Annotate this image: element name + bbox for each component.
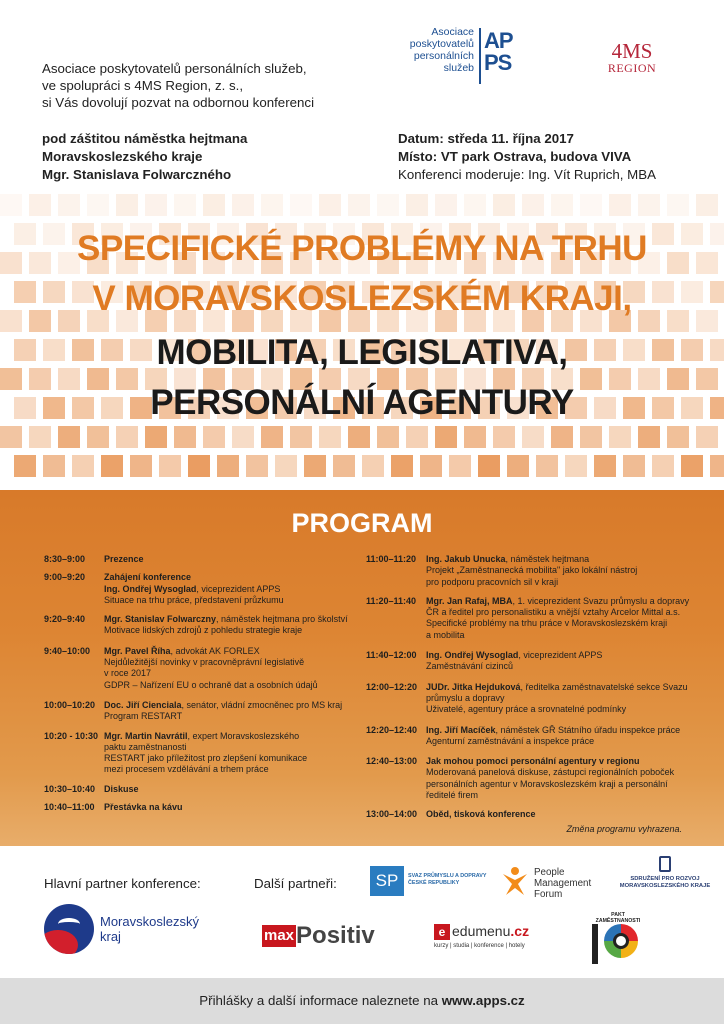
program-line: Ing. Jakub Unucka, náměstek hejtmana [426, 554, 590, 564]
title-line: V MORAVSKOSLEZSKÉM KRAJI, [92, 279, 632, 318]
pm-logo-line: People [534, 867, 565, 878]
patronage-text [42, 130, 372, 184]
apps-logo-line: Asociace [431, 26, 474, 38]
4ms-logo-big: 4MS [611, 39, 653, 63]
program-line: Doc. Jiří Cienciala, senátor, vládní zmocněnec pro MS kraj [104, 699, 343, 710]
program-item [44, 784, 354, 795]
program-line: Nejdůležitější novinky v pracovněprávní legislativě [104, 657, 305, 668]
program-description [104, 700, 354, 723]
program-item [44, 700, 354, 723]
program-line: ČR a ředitel pro personalistiku a vnější vztahy Arcelor Mittal a.s. [426, 607, 681, 618]
maxpositiv-positiv: Positiv [296, 922, 375, 949]
program-time: 11:20–11:40 [366, 595, 417, 606]
patron-line: Mgr. Stanislava Folwarczného [42, 167, 232, 182]
program-line: Jak mohou pomoci personální agentury v regionu [426, 756, 640, 767]
program-line: Zaměstnávání cizinců [426, 661, 514, 672]
event-moderator [398, 166, 718, 184]
title-line: PERSONÁLNÍ AGENTURY [150, 383, 574, 422]
program-line: Situace na trhu práce, představení průzkumu [104, 594, 284, 605]
svaz-prumyslu-logo [370, 866, 488, 896]
program-time: 9:40–10:00 [44, 645, 91, 656]
title-orange [0, 224, 724, 324]
apps-logo [392, 26, 512, 90]
program-description [104, 646, 354, 691]
other-partners-label: Další partneři: [254, 876, 337, 891]
sdruzeni-logo-line: MORAVSKOSLEZSKÉHO KRAJE [619, 883, 711, 889]
program-line: Přestávka na kávu [104, 802, 183, 813]
event-details [398, 130, 718, 184]
moravskoslezsky-kraj-logo [44, 902, 214, 956]
program-description [104, 614, 354, 637]
program-line: Ing. Ondřej Wysoglad, viceprezident APPS [104, 583, 281, 594]
moderator-value: Ing. Vít Ruprich, MBA [528, 167, 656, 182]
program-line: Mgr. Pavel Říha, advokát AK FORLEX [104, 645, 260, 656]
pm-logo-line: Management [534, 878, 592, 889]
maxpositiv-max: max [262, 925, 296, 947]
program-line: Diskuse [104, 783, 139, 794]
title-line: MOBILITA, LEGISLATIVA, [156, 333, 568, 372]
sdruzeni-logo-line: SDRUŽENÍ PRO ROZVOJ [630, 876, 700, 882]
program-line: mezi procesem vzdělávání a trhem práce [104, 764, 269, 775]
intro-line: si Vás dovolují pozvat na odbornou konferenci [42, 95, 315, 110]
pakt-ring-icon [604, 924, 638, 958]
partners-section [0, 846, 724, 978]
program-item [44, 646, 354, 691]
event-place [398, 148, 718, 166]
event-date [398, 130, 718, 148]
program-line: Program RESTART [104, 711, 183, 722]
program-time: 12:00–12:20 [366, 681, 418, 692]
moderator-label: Konferenci moderuje: [398, 167, 525, 182]
title-black [0, 328, 724, 428]
program-line: Oběd, tisková konference [426, 809, 536, 820]
program-heading: PROGRAM [291, 508, 433, 538]
program-time: 13:00–14:00 [366, 809, 418, 820]
edumenu-tld: .cz [510, 923, 530, 939]
4ms-logo-small: REGION [607, 61, 657, 75]
program-item [366, 650, 690, 673]
apps-mark-line: PS [484, 50, 512, 75]
apps-logo-line: služeb [443, 62, 474, 74]
date-value: středa 11. října 2017 [447, 131, 574, 146]
edumenu-name: edumenu [452, 923, 511, 939]
apps-logo-line: personálních [413, 50, 474, 62]
program-item [366, 809, 690, 820]
place-label: Místo: [398, 149, 438, 164]
apps-logo-bar [479, 28, 481, 84]
patron-line: pod záštitou náměstka hejtmana [42, 131, 248, 146]
4ms-region-logo [592, 40, 672, 75]
intro-line: Asociace poskytovatelů personálních služeb, [42, 61, 307, 76]
edumenu-subtitle: kurzy | studia | konference | hotely [434, 943, 525, 949]
program-description [426, 756, 690, 801]
program-line: Projekt „Zaměstnanecká mobilita" jako lokální nástroj [426, 565, 638, 576]
program-line: Agenturní zaměstnávání a inspekce práce [426, 735, 595, 746]
program-section [0, 490, 724, 846]
program-item [366, 596, 690, 641]
program-line: Mgr. Jan Rafaj, MBA, 1. viceprezident Svazu průmyslu a dopravy [426, 595, 690, 606]
program-time: 8:30–9:00 [44, 554, 86, 564]
program-line: Mgr. Martin Navrátil, expert Moravskoslezského [104, 730, 300, 741]
program-line: JUDr. Jitka Hejduková, ředitelka zaměstnavatelské sekce Svazu [426, 681, 688, 692]
footer-text: Přihlášky a další informace naleznete na [199, 993, 438, 1008]
program-column-right [366, 554, 690, 821]
program-time: 12:20–12:40 [366, 724, 418, 735]
program-line: Uživatelé, agentury práce a srovnatelné podmínky [426, 704, 627, 715]
sp-logo-line: SVAZ PRŮMYSLU A DOPRAVY [408, 873, 487, 879]
program-line: GDPR – Nařízení EU o ochraně dat a osobních údajů [104, 679, 318, 690]
intro-text [42, 60, 372, 111]
pm-logo-line: Forum [534, 889, 563, 900]
program-description [426, 809, 690, 820]
program-line: průmyslu a dopravy [426, 692, 505, 703]
pakt-title: PAKT ZAMĚSTNANOSTI [595, 912, 641, 924]
program-item [44, 572, 354, 606]
title-line: SPECIFICKÉ PROBLÉMY NA TRHU [77, 229, 647, 268]
program-item [366, 756, 690, 801]
program-line: personálních agentur v Moravskoslezském kraji a personální [426, 778, 668, 789]
program-line: Zahájení konference [104, 572, 192, 583]
sdruzeni-logo [612, 856, 718, 900]
program-item [44, 802, 354, 813]
pakt-bar [592, 924, 598, 964]
intro-line: ve spolupráci s 4MS Region, z. s., [42, 78, 244, 93]
people-management-forum-logo [502, 864, 612, 904]
program-time: 12:40–13:00 [366, 756, 418, 767]
program-line: a mobilita [426, 629, 465, 640]
program-time: 10:30–10:40 [44, 783, 96, 794]
program-line: ředitelé firem [426, 790, 479, 801]
maxpositiv-logo [262, 924, 375, 950]
program-time: 10:00–10:20 [44, 699, 96, 710]
apps-logo-mark [484, 30, 513, 74]
program-line: Motivace lidských zdrojů z pohledu strategie kraje [104, 625, 303, 636]
program-item [44, 554, 354, 565]
patron-line: Moravskoslezského kraje [42, 149, 203, 164]
apps-logo-line: poskytovatelů [409, 38, 474, 50]
program-item [366, 554, 690, 588]
program-line: RESTART jako příležitost pro zlepšení komunikace [104, 753, 308, 764]
program-description [104, 731, 354, 776]
kraj-emblem-icon [44, 904, 94, 954]
program-description [426, 596, 690, 641]
program-time: 11:40–12:00 [366, 650, 417, 661]
program-description [104, 554, 354, 565]
program-item [44, 731, 354, 776]
program-line: Moderovaná panelová diskuse, zástupci regionálních poboček [426, 767, 675, 778]
program-line: Prezence [104, 554, 144, 564]
kraj-logo-line: kraj [100, 929, 121, 944]
date-label: Datum: [398, 131, 444, 146]
kraj-logo-line: Moravskoslezský [100, 914, 199, 929]
main-partner-label: Hlavní partner konference: [44, 876, 201, 891]
pakt-zamestnanosti-logo [590, 912, 646, 970]
program-time: 9:20–9:40 [44, 614, 86, 625]
footer-link[interactable]: www.apps.cz [441, 993, 525, 1008]
sp-logo-line: ČESKÉ REPUBLIKY [408, 880, 460, 886]
program-time: 9:00–9:20 [44, 572, 86, 583]
program-line: Ing. Jiří Macíček, náměstek GŘ Státního úřadu inspekce práce [426, 724, 681, 735]
edumenu-logo [434, 922, 544, 950]
program-description [426, 650, 690, 673]
program-time: 11:00–11:20 [366, 554, 417, 564]
program-line: Mgr. Stanislav Folwarczny, náměstek hejtmana pro školství [104, 614, 348, 625]
program-item [44, 614, 354, 637]
program-description [104, 802, 354, 813]
program-item [366, 682, 690, 716]
edumenu-icon: e [434, 924, 450, 940]
pm-figure-icon [502, 866, 528, 896]
program-time: 10:40–11:00 [44, 802, 95, 813]
program-description [426, 554, 690, 588]
place-value: VT park Ostrava, budova VIVA [440, 149, 632, 164]
program-description [104, 572, 354, 606]
footer [0, 978, 724, 1024]
program-time: 10:20 - 10:30 [44, 730, 99, 741]
program-description [426, 682, 690, 716]
program-change-note: Změna programu vyhrazena. [566, 824, 682, 834]
program-line: Ing. Ondřej Wysoglad, viceprezident APPS [426, 650, 603, 661]
program-line: pro podporu pracovních sil v kraji [426, 576, 559, 587]
program-item [366, 725, 690, 748]
program-line: v roce 2017 [104, 668, 152, 679]
apps-mark-line: AP [484, 28, 513, 53]
sdruzeni-emblem-icon [659, 856, 671, 872]
program-description [104, 784, 354, 795]
sp-mark: SP [370, 866, 404, 896]
program-column-left [44, 554, 354, 813]
program-line: Specifické problémy na trhu práce v Moravskoslezském kraji [426, 618, 668, 629]
program-line: paktu zaměstnanosti [104, 741, 187, 752]
program-description [426, 725, 690, 748]
